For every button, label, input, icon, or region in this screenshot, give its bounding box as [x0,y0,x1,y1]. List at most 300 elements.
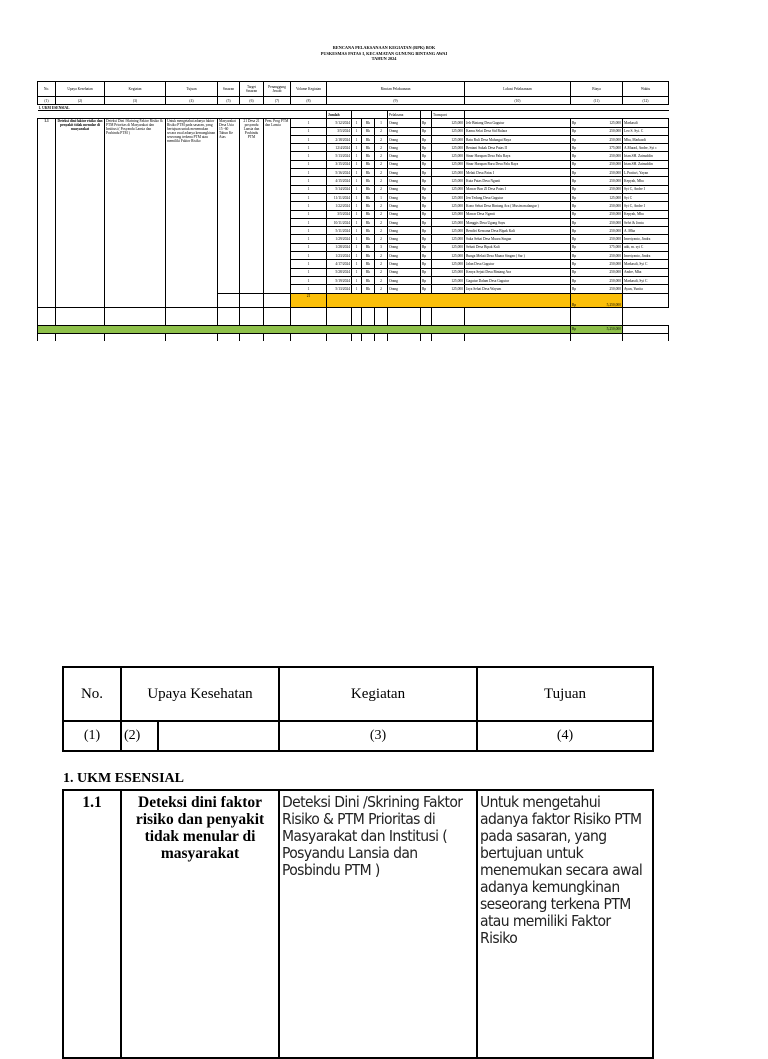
cell-biaya [571,177,623,185]
cell-pelaksana: Orang [388,243,421,251]
cell-orang: 3 [375,243,388,251]
biaya-value: 250,000 [609,162,621,167]
cell-biaya [571,119,623,127]
cell-jumlah: 1 [352,285,362,293]
cell-biaya [571,135,623,143]
colnum-4: (4) [166,97,218,105]
cell-orang: 2 [375,127,388,135]
zoom-hdr-tujuan: Tujuan [477,667,653,721]
cell-pelaksana: Orang [388,152,421,160]
cell-lokasi: Gagutur Dalam Desa Gagutur [465,276,571,284]
biaya-value: 250,000 [609,220,621,225]
hdr-biaya: Biaya [571,82,623,97]
cell-satuan: Rk [362,135,375,143]
biaya-value: 125,000 [609,120,621,125]
cell-pelaksana: Orang [388,160,421,168]
cell-jumlah: 1 [352,243,362,251]
cell-volume: 1 [291,235,327,243]
subtotal-currency: Rp [572,302,577,307]
cell-pelaksana: Orang [388,218,421,226]
cell-jumlah: 1 [352,268,362,276]
cell-tanggal: 10/11/2024 [327,218,352,226]
cell-currency: Rp [421,193,432,201]
zoom-colnum-3: (3) [279,721,477,751]
cell-biaya [571,260,623,268]
cell-waktu: A. Mba [623,227,669,235]
total-value: 5,250,000 [606,327,621,332]
cell-volume: 1 [291,119,327,127]
cell-pelaksana: Orang [388,177,421,185]
cell-transport: 125,000 [432,127,465,135]
cell-lokasi: Bentani Sukak Desa Patas II [465,144,571,152]
cell-orang: 1 [375,193,388,201]
cell-biaya [571,285,623,293]
cell-biaya [571,152,623,160]
biaya-value: 250,000 [609,179,621,184]
cell-biaya [571,185,623,193]
cell-satuan: Rk [362,235,375,243]
cell-waktu: Kepyah, Mba [623,210,669,218]
biaya-currency: Rp [572,237,577,242]
cell-jumlah: 1 [352,260,362,268]
cell-tanggal: 4/17/2024 [327,260,352,268]
cell-waktu: Syi C, Andre I [623,185,669,193]
cell-satuan: Rk [362,210,375,218]
item-penanggung-jawab: Pem. Prog PTM dan Lansia [264,119,291,293]
title-line-3: TAHUN 2024 [371,56,397,62]
cell-satuan: Rk [362,177,375,185]
cell-transport: 125,000 [432,285,465,293]
item-kegiatan: Deteksi Dini /Skrining Faktor Risiko & PTM Prioritas di Masyarakat dan Institusi ( Posyandu Lansia dan Posbindu PTM ) [105,119,166,307]
biaya-value: 250,000 [609,286,621,291]
cell-orang: 2 [375,185,388,193]
hdr-kegiatan: Kegiatan [105,82,166,97]
biaya-value: 250,000 [609,261,621,266]
cell-waktu: Syi C [623,193,669,201]
hdr-upaya: Upaya Kesehatan [56,82,105,97]
cell-lokasi: Kuta Patas Desa Nganti [465,177,571,185]
cell-satuan: Rk [362,193,375,201]
cell-tanggal: 3/15/2024 [327,160,352,168]
cell-lokasi: Jaya Sehat Desa Wayum [465,285,571,293]
cell-volume: 1 [291,260,327,268]
cell-satuan: Rk [362,119,375,127]
cell-orang: 2 [375,268,388,276]
cell-volume: 1 [291,185,327,193]
cell-lokasi: Mawar Bon Zl Desa Patas I [465,185,571,193]
cell-biaya [571,202,623,210]
cell-tanggal: 5/16/2024 [327,169,352,177]
cell-lokasi: Sinar Harapan Baru Desa Palu Raya [465,160,571,168]
cell-biaya [571,169,623,177]
cell-tanggal: 5/11/2024 [327,227,352,235]
cell-transport: 125,000 [432,169,465,177]
cell-orang: 2 [375,218,388,226]
cell-volume: 1 [291,177,327,185]
biaya-value: 250,000 [609,137,621,142]
cell-volume: 1 [291,144,327,152]
cell-biaya [571,144,623,152]
biaya-currency: Rp [572,261,577,266]
item-target: 21 Desa 21 posyandu Lansia dan Posbindu PTM [240,119,264,293]
cell-lokasi: Manggis Desa Ugang Sayu [465,218,571,226]
zoom-hdr-no: No. [63,667,121,721]
biaya-currency: Rp [572,145,577,150]
cell-jumlah: 1 [352,193,362,201]
cell-biaya [571,210,623,218]
cell-lokasi: Batu Buli Desa Malungai Raya [465,135,571,143]
biaya-currency: Rp [572,154,577,159]
cell-pelaksana: Orang [388,135,421,143]
zoom-colnum-4: (4) [477,721,653,751]
cell-jumlah: 1 [352,119,362,127]
cell-satuan: Rk [362,285,375,293]
biaya-value: 250,000 [609,253,621,258]
hdr-volume: Volume Kegiatan [291,82,327,97]
cell-lokasi: Kenya Sejati Desa Bintang Ara [465,268,571,276]
cell-satuan: Rk [362,152,375,160]
zoom-item-no: 1.1 [63,790,121,1058]
cell-jumlah: 1 [352,135,362,143]
cell-lokasi: Bunga Melati Desa Muara Singan ( Sar ) [465,252,571,260]
cell-transport: 125,000 [432,177,465,185]
cell-currency: Rp [421,227,432,235]
cell-transport: 125,000 [432,160,465,168]
cell-jumlah: 1 [352,127,362,135]
title-line-2: PUSKESMAS PATAS I, KECAMATAN GUNUNG BINTANG AWAI [320,50,448,56]
cell-pelaksana: Orang [388,169,421,177]
biaya-currency: Rp [572,195,577,200]
cell-lokasi: Sehati Desa Bipak Kali [465,243,571,251]
cell-volume: 1 [291,276,327,284]
cell-tanggal: 5/19/2024 [327,276,352,284]
cell-jumlah: 1 [352,169,362,177]
cell-volume: 1 [291,252,327,260]
cell-lokasi: Jelr Bintang Desa Gagutur [465,119,571,127]
cell-pelaksana: Orang [388,193,421,201]
cell-biaya [571,193,623,201]
cell-jumlah: 1 [352,235,362,243]
cell-pelaksana: Orang [388,144,421,152]
cell-pelaksana: Orang [388,210,421,218]
cell-orang: 2 [375,135,388,143]
cell-transport: 125,000 [432,135,465,143]
cell-waktu: Leo S. Syi. C [623,127,669,135]
colnum-5: (5) [218,97,240,105]
cell-tanggal: 1/22/2024 [327,202,352,210]
cell-satuan: Rk [362,127,375,135]
cell-tanggal: 5/13/2024 [327,152,352,160]
cell-transport: 125,000 [432,144,465,152]
cell-waktu: Markasdi, Syi C [623,260,669,268]
zoom-colnum-2: (2) [121,721,158,751]
cell-biaya [571,127,623,135]
cell-transport: 125,000 [432,227,465,235]
cell-currency: Rp [421,276,432,284]
cell-currency: Rp [421,210,432,218]
document-title [0,45,768,62]
cell-waktu: Irian.SH. Zainuddin [623,160,669,168]
biaya-value: 250,000 [609,212,621,217]
cell-satuan: Rk [362,169,375,177]
item-tujuan: Untuk mengetahui adanya faktor Risiko PTM pada sasaran, yang bertujuan untuk menemukan secara awal adanya kemungkinan seseorang terkena PTM atau memiliki Faktor Risiko [166,119,218,307]
biaya-value: 250,000 [609,228,621,233]
biaya-currency: Rp [572,187,577,192]
cell-transport: 125,000 [432,260,465,268]
colnum-3: (3) [105,97,166,105]
cell-jumlah: 1 [352,276,362,284]
cell-lokasi: Melati Desa Patas I [465,169,571,177]
cell-currency: Rp [421,127,432,135]
item-no: 1.1 [38,119,56,307]
cell-currency: Rp [421,152,432,160]
biaya-value: 125,000 [609,195,621,200]
cell-currency: Rp [421,144,432,152]
biaya-value: 250,000 [609,270,621,275]
cell-transport: 125,000 [432,218,465,226]
cell-orang: 2 [375,210,388,218]
zoom-hdr-kegiatan: Kegiatan [279,667,477,721]
zoom-item-kegiatan: Deteksi Dini /Skrining Faktor Risiko & PTM Prioritas di Masyarakat dan Institusi ( Posyandu Lansia dan Posbindu PTM ) [279,790,477,1058]
cell-satuan: Rk [362,202,375,210]
cell-currency: Rp [421,160,432,168]
cell-orang: 2 [375,152,388,160]
cell-satuan: Rk [362,185,375,193]
cell-jumlah: 1 [352,185,362,193]
biaya-currency: Rp [572,286,577,291]
cell-lokasi: Bendiri Kencana Desa Bipak Kali [465,227,571,235]
biaya-value: 375,000 [609,145,621,150]
total-currency: Rp [572,327,577,332]
cell-tanggal: 4/15/2024 [327,177,352,185]
hdr-no: No. [38,82,56,97]
cell-transport: 125,000 [432,119,465,127]
cell-pelaksana: Orang [388,285,421,293]
cell-jumlah: 1 [352,227,362,235]
cell-waktu: Irian.SH. Zainuddin [623,152,669,160]
cell-tanggal: 11/11/2024 [327,193,352,201]
biaya-value: 250,000 [609,170,621,175]
biaya-value: 375,000 [609,245,621,250]
biaya-currency: Rp [572,120,577,125]
cell-waktu: L.Pratiwi, Yayan [623,169,669,177]
cell-orang: 2 [375,144,388,152]
total-biaya [571,325,623,333]
cell-lokasi: Jen Tedung Desa Gagutur [465,193,571,201]
cell-waktu: Markasdi [623,119,669,127]
cell-tanggal: 1/29/2024 [327,235,352,243]
biaya-currency: Rp [572,162,577,167]
biaya-currency: Rp [572,278,577,283]
cell-waktu: Imeriyanto, Jindra [623,235,669,243]
cell-transport: 125,000 [432,268,465,276]
cell-biaya [571,243,623,251]
cell-transport: 125,000 [432,193,465,201]
cell-currency: Rp [421,185,432,193]
cell-pelaksana: Orang [388,202,421,210]
cell-tanggal: 1/28/2024 [327,243,352,251]
zoom-section-ukm-esensial: 1. UKM ESENSIAL [63,771,184,786]
cell-pelaksana: Orang [388,276,421,284]
cell-pelaksana: Orang [388,235,421,243]
cell-jumlah: 1 [352,160,362,168]
cell-satuan: Rk [362,268,375,276]
biaya-currency: Rp [572,253,577,258]
zoom-item-upaya: Deteksi dini faktor risiko dan penyakit tidak menular di masyarakat [121,790,279,1058]
cell-biaya [571,268,623,276]
cell-biaya [571,235,623,243]
cell-jumlah: 1 [352,218,362,226]
zoom-item-tujuan: Untuk mengetahui adanya faktor Risiko PTM pada sasaran, yang bertujuan untuk menemukan secara awal adanya kemungkinan seseorang terkena PTM atau memiliki Faktor Risiko [477,790,653,1058]
cell-biaya [571,276,623,284]
rpk-table-zoomed-detail [62,666,654,1059]
biaya-currency: Rp [572,270,577,275]
hdr-target: Target Sasaran [240,82,264,97]
cell-lokasi: Mawar Desa Nganti [465,210,571,218]
biaya-currency: Rp [572,220,577,225]
cell-tanggal: 5/13/2024 [327,285,352,293]
colnum-12: (12) [623,97,669,105]
cell-currency: Rp [421,119,432,127]
cell-transport: 125,000 [432,202,465,210]
colnum-6: (6) [240,97,264,105]
cell-tanggal: 2/18/2024 [327,135,352,143]
cell-waktu: Syi C, Andre I [623,202,669,210]
cell-transport: 125,000 [432,152,465,160]
cell-satuan: Rk [362,218,375,226]
cell-satuan: Rk [362,243,375,251]
cell-jumlah: 1 [352,152,362,160]
cell-satuan: Rk [362,252,375,260]
cell-tanggal: 3/5/2024 [327,210,352,218]
cell-volume: 1 [291,285,327,293]
cell-jumlah: 1 [352,202,362,210]
cell-orang: 2 [375,285,388,293]
colnum-7: (7) [264,97,291,105]
cell-volume: 1 [291,127,327,135]
biaya-value: 250,000 [609,278,621,283]
cell-orang: 2 [375,177,388,185]
cell-lokasi: Suka Sehat Desa Muara Singan [465,235,571,243]
colnum-8: (8) [291,97,327,105]
cell-currency: Rp [421,260,432,268]
cell-orang: 2 [375,260,388,268]
cell-currency: Rp [421,218,432,226]
cell-waktu: Andre, Mba [623,268,669,276]
hdr-tujuan: Tujuan [166,82,218,97]
cell-currency: Rp [421,252,432,260]
cell-waktu: Mba, Markasdi [623,135,669,143]
cell-satuan: Rk [362,160,375,168]
cell-lokasi: Sinar Harapan Desa Palu Raya [465,152,571,160]
cell-satuan: Rk [362,260,375,268]
cell-pelaksana: Orang [388,227,421,235]
colnum-11: (11) [571,97,623,105]
cell-waktu: Selvi & Jonta [623,218,669,226]
biaya-value: 250,000 [609,203,621,208]
cell-pelaksana: Orang [388,127,421,135]
section-ukm-esensial: 1. UKM ESENSIAL [38,105,669,111]
cell-volume: 1 [291,218,327,226]
cell-pelaksana: Orang [388,268,421,276]
rpk-table-overview [37,81,669,341]
cell-tanggal: 5/14/2024 [327,185,352,193]
cell-orang: 2 [375,252,388,260]
cell-orang: 2 [375,169,388,177]
cell-orang: 1 [375,119,388,127]
cell-lokasi: Kono Sehat Desa Bintang Ara ( Musim malangar ) [465,202,571,210]
zoom-colnum-1: (1) [63,721,121,751]
biaya-currency: Rp [572,212,577,217]
title-line-1: RENCANA PELAKSANAAN KEGIATAN (RPK) BOK [332,45,436,50]
cell-orang: 2 [375,227,388,235]
cell-tanggal: 3/5/2024 [327,127,352,135]
cell-biaya [571,227,623,235]
cell-waktu: A.Murad, Andre, Syi c [623,144,669,152]
hdr-lokasi: Lokasi Pelaksanaan [465,82,571,97]
cell-jumlah: 1 [352,144,362,152]
cell-pelaksana: Orang [388,252,421,260]
cell-transport: 125,000 [432,210,465,218]
table-row [38,119,669,127]
cell-jumlah: 1 [352,210,362,218]
cell-transport: 125,000 [432,243,465,251]
cell-orang: 2 [375,160,388,168]
cell-orang: 2 [375,235,388,243]
cell-volume: 1 [291,210,327,218]
cell-biaya [571,252,623,260]
cell-waktu: Kepyah, Mba [623,177,669,185]
cell-volume: 1 [291,169,327,177]
cell-currency: Rp [421,243,432,251]
cell-orang: 2 [375,202,388,210]
cell-transport: 125,000 [432,276,465,284]
cell-lokasi: Kamu Selai Desa Sid Bulara [465,127,571,135]
cell-currency: Rp [421,135,432,143]
cell-waktu: Markasdi, Syi C [623,276,669,284]
cell-satuan: Rk [362,276,375,284]
cell-volume: 1 [291,202,327,210]
biaya-value: 250,000 [609,154,621,159]
cell-satuan: Rk [362,144,375,152]
cell-transport: 125,000 [432,252,465,260]
colnum-2: (2) [56,97,105,105]
cell-satuan: Rk [362,227,375,235]
cell-biaya [571,160,623,168]
cell-orang: 2 [375,276,388,284]
biaya-currency: Rp [572,129,577,134]
subtotal-volume: 21 [291,293,327,307]
cell-waktu: adit, m. syi C [623,243,669,251]
cell-transport: 125,000 [432,235,465,243]
biaya-currency: Rp [572,179,577,184]
hdr-waktu: Waktu [623,82,669,97]
cell-volume: 1 [291,243,327,251]
biaya-value: 250,000 [609,187,621,192]
hdr-pj: Penanggung Jawab [264,82,291,97]
total-row [38,325,669,333]
cell-pelaksana: Orang [388,260,421,268]
biaya-currency: Rp [572,228,577,233]
zoom-hdr-upaya: Upaya Kesehatan [121,667,279,721]
cell-currency: Rp [421,285,432,293]
cell-jumlah: 1 [352,252,362,260]
biaya-currency: Rp [572,203,577,208]
cell-pelaksana: Orang [388,119,421,127]
cell-volume: 1 [291,160,327,168]
cell-biaya [571,218,623,226]
cell-currency: Rp [421,169,432,177]
